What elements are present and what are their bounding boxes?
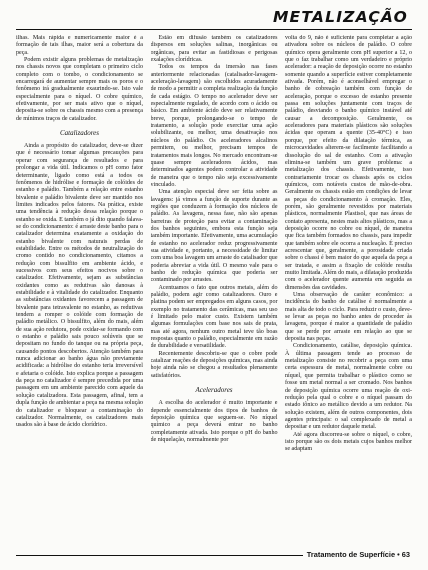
text-column-2 — [151, 35, 278, 543]
paragraph: ilhas. Mais rápida e numericamente maior é a formação de tais ilhas, maior será a cobertura da peça. — [16, 35, 143, 56]
header-rule — [16, 29, 412, 30]
paragraph: Estão em difusão também os catalizadores dispersos em soluções salinas, inorgânicas ou orgânicas, para evitar as fastidiosas e perigosas exalações clorídricas. — [150, 35, 278, 64]
paragraph: Podem existir alguns problemas de metalização nos chassis novos que completam o primeiro ciclo completo com o tombo, o condicionamento se encarregará de aumentar sempre mais os poros e o fenômeno irá gradualmente exaurindo-se. Isto vale especialmente para o níquel. O cobre químico, efetivamente, por ser mais ativo que o níquel, deposita-se sobre os chassis mesmo com a presença de mínimos traços de catalizador. — [16, 57, 143, 122]
article-body — [16, 35, 412, 543]
text-column-3 — [285, 35, 412, 543]
paragraph: Todos os tempos da imersão nas fases anteriormente relacionadas (catalisador-lavagem-aceleração-lavagem) são escolhidos acuradamente de modo a permitir a completa realização da função de cada estágio. O tempo no acelerador deve ser especialmente regulado, de acordo com o ácido ou básico. Em ambiente ácido deve ser relativamente breve, porque, prolongando-se o tempo de tratamento, a solução pode exercitar uma ação solubilizante, ou melhor, uma desativação nos núcleos do paládio. Os aceleradores alcalinos permitem, ou melhor, precisam tempos de tratamentos mais longos. No mercado encontram-se quase sempre aceleradores ácidos, mas determinados agentes podem controlar a atividade de maneira que o tempo não seja excessivamente vinculado. — [150, 64, 278, 188]
paragraph: A escolha do acelerador é muito importante e depende essencialmente dos tipos de banhos de deposição química que seguem-se. No níquel químico a peça deverá entrar no banho completamente ativada. Isto porque o pH do banho de niquelação, normalmente por — [150, 400, 278, 443]
section-heading: Catalizadores — [59, 129, 100, 138]
paragraph: Ainda a propósito do catalizador, deve-se dizer que é necessário tomar algumas precauções para operar com segurança de resultados e para prolongar a vida útil. Indicamos o pH como fator determinante, ligado como está a todos os fenômenos de hidrólise e formação de colóides de estanho e paládio. Também a relação entre estanho bivalente e paládio bivalente deve ser mantido nos limites indicados pelos fatores. Na prática, existe uma tendência à redução dessa relação porque o estanho se oxida. E também o já dito quando falava-se do condicionamento: é arraste deste banho para o catalizador determina exatamente a oxidação do estanho bivalente com naturais perdas de estabilidade. Entre os métodos de neutralização do cromo contido no condicionamento, citamos a redução com bissulfito em ambiente ácido, e sucessivos com seus efeitos nocivos sobre o catalizador. Efetivamente, sejam as substâncias oxidantes como as redutivas são danosas à estabilidade e à vitalidade do catalizador. Enquanto as substâncias oxidantes favorecem a passagem de bivalente para tetravalente no estanho, as redutivas tendem a romper o colóide com formação de paládio metálico. O bissulfito, além do mais, além de sua ação redutora, pode oxidar-se formando com o estanho e paládio sais pouco solúveis que se depositam no fundo do tanque ou na própria peça, causando pontos descobertos. Atenção também para nunca adicionar ao banho água não previamente acidificada: a hidrólise do estanho teria irreversível e afetaria o colóide. Isto explica porque a passagem da peça no catalizador é sempre precedida por uma passagem em um ambiente parecido com aquele da solução catalizadora. Esta passagem, afinal, tem a dupla função de ambientar a peça na mesma solução do catalizador e bloquear a contaminação do catalizador. Normalmente, os catalizadores mais usados são à base de ácido clorídrico. — [16, 143, 143, 429]
page-footer: Tratamento de Superfície • 63 — [303, 550, 410, 559]
section-heading: Aceleradores — [195, 386, 233, 395]
text-column-1 — [16, 35, 143, 543]
section-title: METALIZAÇÃO — [272, 8, 408, 26]
paragraph: Uma atenção especial deve ser feita sobre as lavagens: já vimos a função de suporte durante as regiões que conduzem à formação dos núcleos de paládio. As lavagens, nessa fase, não são apenas barreiras de proteção para evitar a contaminação dos banhos seguintes, embora esta função seja também importante. Efetivamente, uma acumulação de estanho no acelerador reduz progressivamente sua atividade e, portanto, a necessidade de limitar com uma boa lavagem um arraste do catalisador que poderia abreviar a vida útil. O mesmo vale para o banho de redução química que poderia ser contaminado por arrastes. — [150, 189, 278, 284]
paragraph: Uma observação de caráter econômico: a incidência do banho de catálise é normalmente a mais alta de todo o ciclo. Para reduzir o custo, deve-se levar as peças no banho antes de proceder às lavagens, porque é maior a quantidade de paládio que se perde por arraste em relação ao que se deposita nas peças. — [285, 292, 412, 343]
paragraph: Recentemente descobriu-se que o cobre pode catalizar reações de deposições químicas, mas ainda hoje ainda não se chegou a resultados plenamente satisfatórios. — [150, 350, 278, 379]
paragraph: Acentuamos o fato que outros metais, além do paládio, podem agir como catalizadores. Ouro e platina podem ser empregados em alguns casos, por exemplo no tratamento das cerâmicas, mas seu uso é limitado pelo maior custo. Existem também algumas formulações com base nos sais de prata, mas até agora, nenhum outro metal teve tão boas respostas quanto o paládio, especialmente em razão de durabilidade e versatilidade. — [150, 284, 278, 350]
paragraph: Condicionamento, catálise, deposição química. À última passagem tende ao processo de metalização consiste no recobrir a peça com uma certa espessura de metal, normalmente cobre ou níquel, que permita trabalhar o plástico como se fosse um metal normal a ser cromado. Nos banhos de deposição química ocorre uma reação de oxi-redução pela qual o cobre e o níquel passam do estado iônico ao metálico devido a um redutor. Na solução existem, além de outros componentes, dois agentes principais: o sal complexado de metal a depositar e um redutor daquele metal. — [285, 343, 412, 431]
paragraph: Até agora discorreu-se sobre o níquel, o cobre, isto porque são os dois metais cujos banhos melhor se adaptam — [285, 431, 412, 453]
footer-rule — [16, 555, 316, 556]
paragraph: volta do 9, não é suficiente para completar a ação ativadora sobre os núcleos de paládio. O cobre químico opera geralmente com pH superior a 12, o que o faz trabalhar como um verdadeiro e próprio acelerador: a reação de deposição ocorre no estanho somente quando a superfície estiver completamente ativada. Porém, não é aconselhável empregar o banho de cobreação também com função de aceleração, porque o excesso de estanho presente passa em soluções juntamente com traços de paládio, desviando o banho químico instável até causar a decomposição. Geralmente, os aceleradores para materiais plásticos são soluções ácidas que operam a quente (35-40°C) e isso porque, por efeito da dilatação térmica, as microcavidades alterem-se facilmente facilitando a dissolução do sal de estanho. Com a ativação elimina-se também um grave problema: a metalização dos chassis. Efetivamente, isso contrariamente trocar os chassis após os ciclos químicos, com notáveis custos de mão-de-obra. Geralmente os chassis estão em condições de levar as peças do condicionamento à cromação. Eles, porém, são geralmente revestidos por materiais plásticos, normalmente Plastisol, que nas áreas de contato apresenta, nestes mais altos plásticos, mas a deposição ocorre no cobre ou níquel, de maneira que fica também formados no chassis, para impedir que também sobre ele ocorra a nucleação. É preciso acrescentar que, geralmente, a porosidade criada sobre o chassi é bem maior do que aquela da peça a ser tratada, e assim a fixação de colóide resulta muito limitada. Além do mais, a dilatação produzida com o acelerador quente aumenta em seguida as dimensões das cavidades. — [285, 35, 412, 291]
